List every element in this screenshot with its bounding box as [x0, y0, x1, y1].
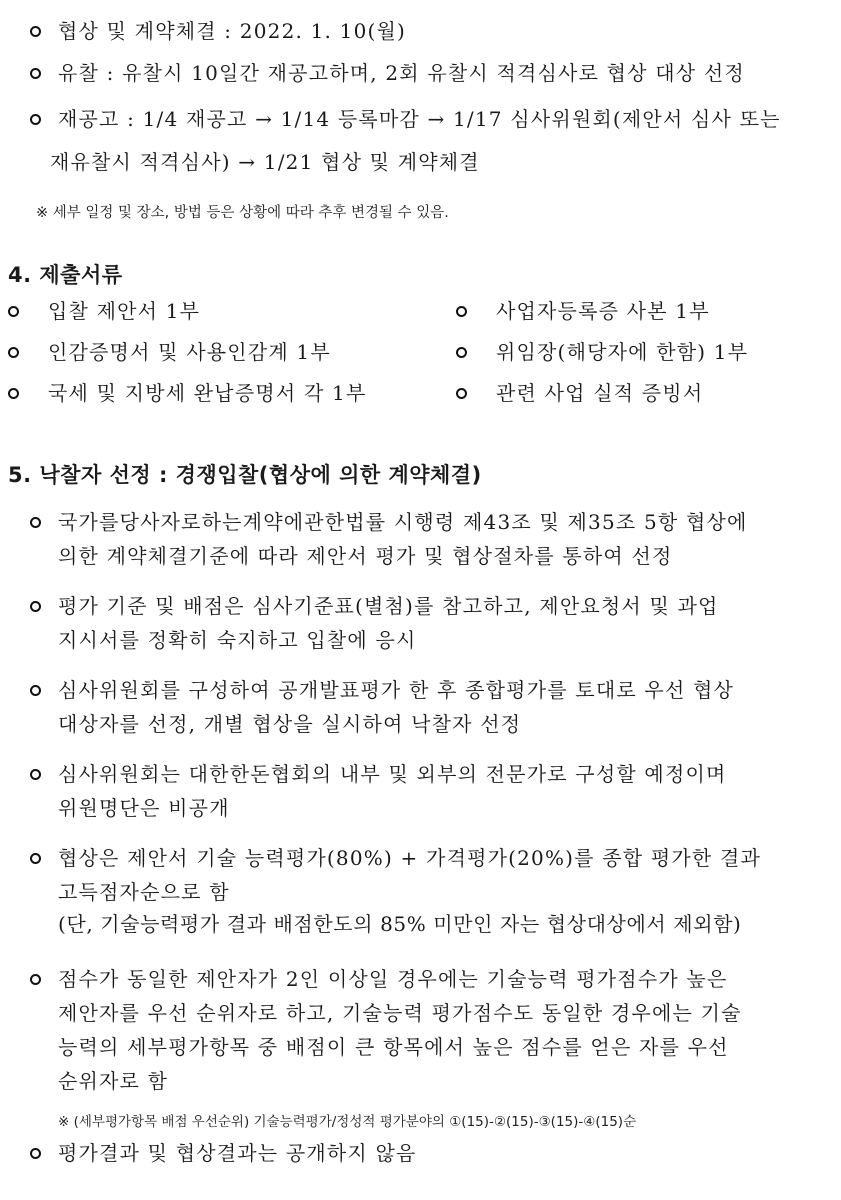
bullet-icon [8, 388, 19, 399]
selection-paragraph: 평가 기준 및 배점은 심사기준표(별첨)를 참고하고, 제안요청서 및 과업 [58, 594, 719, 618]
bullet-icon [456, 347, 467, 358]
bullet-icon [8, 347, 19, 358]
selection-paragraph: 점수가 동일한 제안자가 2인 이상일 경우에는 기술능력 평가점수가 높은 [58, 967, 728, 991]
selection-paragraph: 대상자를 선정, 개별 협상을 실시하여 낙찰자 선정 [58, 712, 522, 736]
selection-paragraph: 심사위원회는 대한한돈협회의 내부 및 외부의 전문가로 구성할 예정이며 [58, 762, 727, 786]
section-heading-documents: 4. 제출서류 [8, 263, 123, 287]
bullet-icon [30, 769, 41, 780]
document-item: 입찰 제안서 1부 [48, 299, 201, 323]
bullet-icon [30, 853, 41, 864]
schedule-item-rebid-cont: 재유찰시 적격심사) → 1/21 협상 및 계약체결 [50, 150, 480, 174]
selection-paragraph: 의한 계약체결기준에 따라 제안서 평가 및 협상절차를 통하여 선정 [58, 544, 673, 568]
selection-paragraph: 지시서를 정확히 숙지하고 입찰에 응시 [58, 628, 417, 652]
bullet-icon [30, 26, 41, 37]
bullet-icon [30, 68, 41, 79]
selection-paragraph: 위원명단은 비공개 [58, 796, 230, 820]
selection-paragraph: 평가결과 및 협상결과는 공개하지 않음 [58, 1141, 417, 1165]
schedule-item-contract: 협상 및 계약체결 : 2022. 1. 10(월) [58, 19, 407, 43]
document-item: 위임장(해당자에 한함) 1부 [496, 340, 749, 364]
selection-paragraph: (단, 기술능력평가 결과 배점한도의 85% 미만인 자는 협상대상에서 제외함) [58, 912, 742, 936]
document-item: 사업자등록증 사본 1부 [496, 299, 710, 323]
selection-paragraph: 국가를당사자로하는계약에관한법률 시행령 제43조 및 제35조 5항 협상에 [58, 510, 748, 534]
selection-paragraph: 제안자를 우선 순위자로 하고, 기술능력 평가점수도 동일한 경우에는 기술 [58, 1001, 742, 1025]
document-item: 관련 사업 실적 증빙서 [496, 381, 704, 405]
bullet-icon [456, 388, 467, 399]
bullet-icon [30, 517, 41, 528]
schedule-item-failed-bid: 유찰 : 유찰시 10일간 재공고하며, 2회 유찰시 적격심사로 협상 대상 선정 [58, 61, 745, 85]
selection-paragraph: 순위자로 함 [58, 1069, 169, 1093]
selection-paragraph: 고득점자순으로 함 [58, 880, 230, 904]
selection-paragraph: 협상은 제안서 기술 능력평가(80%) + 가격평가(20%)를 종합 평가한 결과 [58, 846, 762, 870]
section-heading-selection: 5. 낙찰자 선정 : 경쟁입찰(협상에 의한 계약체결) [8, 463, 482, 487]
document-item: 인감증명서 및 사용인감계 1부 [48, 340, 331, 364]
document-item: 국세 및 지방세 완납증명서 각 1부 [48, 381, 367, 405]
schedule-note: ※ 세부 일정 및 장소, 방법 등은 상황에 따라 추후 변경될 수 있음. [36, 205, 449, 221]
selection-paragraph: 심사위원회를 구성하여 공개발표평가 한 후 종합평가를 토대로 우선 협상 [58, 678, 735, 702]
bullet-icon [8, 306, 19, 317]
selection-priority-note: ※ (세부평가항목 배점 우선순위) 기술능력평가/정성적 평가분야의 ①(15)-②(15)-③(15)-④(15)순 [58, 1114, 637, 1130]
schedule-item-rebid: 재공고 : 1/4 재공고 → 1/14 등록마감 → 1/17 심사위원회(제안서 심사 또는 [58, 107, 781, 131]
bullet-icon [30, 601, 41, 612]
selection-paragraph: 능력의 세부평가항목 중 배점이 큰 항목에서 높은 점수를 얻은 자를 우선 [58, 1035, 729, 1059]
bullet-icon [30, 114, 41, 125]
bullet-icon [30, 974, 41, 985]
bullet-icon [30, 1148, 41, 1159]
bullet-icon [456, 306, 467, 317]
bullet-icon [30, 685, 41, 696]
